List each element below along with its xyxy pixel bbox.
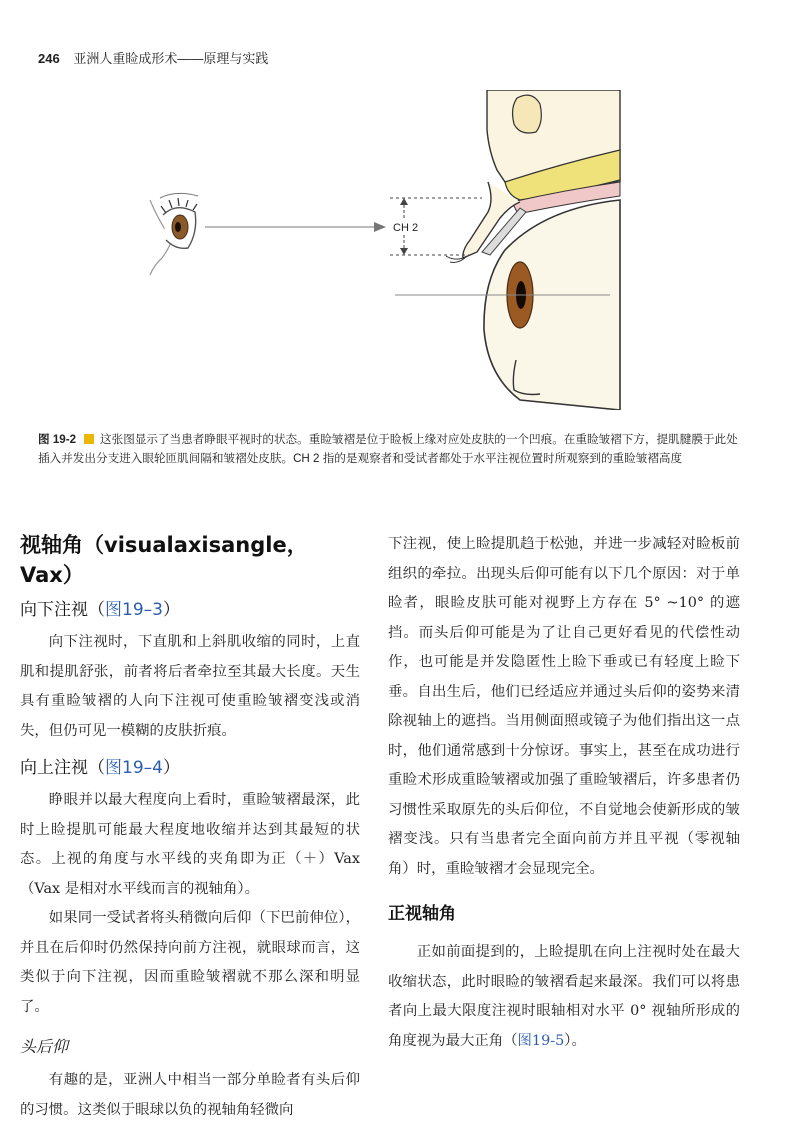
subsection-upgaze: 向上注视（图19–4） — [20, 758, 180, 778]
figure-ref-19-5[interactable]: 图19-5 — [517, 1032, 565, 1049]
subsection-downgaze: 向下注视（图19–3） — [20, 600, 180, 620]
subsection-head-tilt: 头后仰 — [20, 1037, 69, 1056]
figure-caption — [38, 430, 743, 468]
caption-label: 图 19-2 — [38, 433, 77, 446]
dim-arrow-up — [400, 198, 408, 205]
caption-marker-icon — [84, 434, 94, 444]
section-title-vax: 视轴角（visualaxisangle，Vax） — [20, 533, 308, 587]
paragraph-continued: 下注视，使上睑提肌趋于松弛，并进一步减轻对睑板前组织的牵拉。出现头后仰可能有以下几个原因：对于单睑者，眼睑皮肤可能对视野上方存在 5° ~10° 的遮挡。而头后仰可能是为了让自己更好看见的代偿性动作，也可能是并发隐匿性上睑下垂或已有轻度上睑下垂。自出生后，他们已经适应并通过头后仰的姿势来清除视轴上的遮挡。当用侧面照或镜子为他们指出这一点时，他们通常感到十分惊讶。事实上，甚至在成功进行重睑术形成重睑皱褶或加强了重睑皱褶后，许多患者仍习惯性采取原先的头后仰位，不自觉地会使新形成的皱褶变浅。只有当患者完全面向前方并且平视（零视轴角）时，重睑皱褶才会显现完全。 — [388, 536, 740, 877]
paragraph-positive-vax: 正如前面提到的，上睑提肌在向上注视时处在最大收缩状态，此时眼睑的皱褶看起来最深。我们可以将患者向上最大限度注视时眼轴相对水平 0° 视轴所形成的角度视为最大正角（图19-5）。 — [388, 944, 740, 1049]
frontal-sinus — [513, 95, 542, 133]
paragraph-head-tilt: 有趣的是，亚洲人中相当一部分单睑者有头后仰的习惯。这类似于眼球以负的视轴角轻微向 — [20, 1072, 360, 1118]
sight-arrowhead — [374, 222, 386, 232]
page-number: 246 — [38, 51, 60, 66]
observer-brow — [160, 193, 198, 198]
right-column — [388, 530, 740, 1056]
caption-text: 这张图显示了当患者睁眼平视时的状态。重睑皱褶是位于睑板上缘对应处皮肤的一个凹痕。在重睑皱褶下方，提肌腱膜于此处插入并发出分支进入眼轮匝肌间隔和皱褶处皮肤。CH 2 指的是观察者和受试者都处于水平注视位置时所观察到的重睑皱褶高度 — [38, 433, 738, 465]
running-header — [38, 48, 268, 67]
figure-ref-19-3[interactable]: 图19–3 — [105, 600, 163, 620]
ch2-label: CH 2 — [393, 222, 419, 234]
paragraph-chin-up: 如果同一受试者将头稍微向后仰（下巴前伸位），并且在后仰时仍然保持向前方注视，就眼球而言，这类似于向下注视，因而重睑皱褶就不那么深和明显了。 — [20, 910, 360, 1015]
eye-anatomy-illustration — [0, 90, 800, 410]
figure-ref-19-4[interactable]: 图19–4 — [105, 758, 163, 778]
figure-19-2 — [0, 90, 800, 410]
paragraph-downgaze: 向下注视时，下直肌和上斜肌收缩的同时，上直肌和提肌舒张，前者将后者牵拉至其最大长度。天生具有重睑皱褶的人向下注视可使重睑皱褶变浅或消失，但仍可见一模糊的皮肤折痕。 — [20, 634, 360, 739]
section-title-positive-vax: 正视轴角 — [388, 904, 456, 924]
left-column — [20, 530, 360, 1125]
paragraph-upgaze: 睁眼并以最大程度向上看时，重睑皱褶最深，此时上睑提肌可能最大程度地收缩并达到其最短的状态。上视的角度与水平线的夹角即为正（＋）Vax（Vax 是相对水平线而言的视轴角）。 — [20, 792, 360, 897]
observer-pupil — [175, 222, 181, 232]
dim-arrow-down — [400, 248, 408, 255]
book-title: 亚洲人重睑成形术——原理与实践 — [73, 51, 269, 66]
